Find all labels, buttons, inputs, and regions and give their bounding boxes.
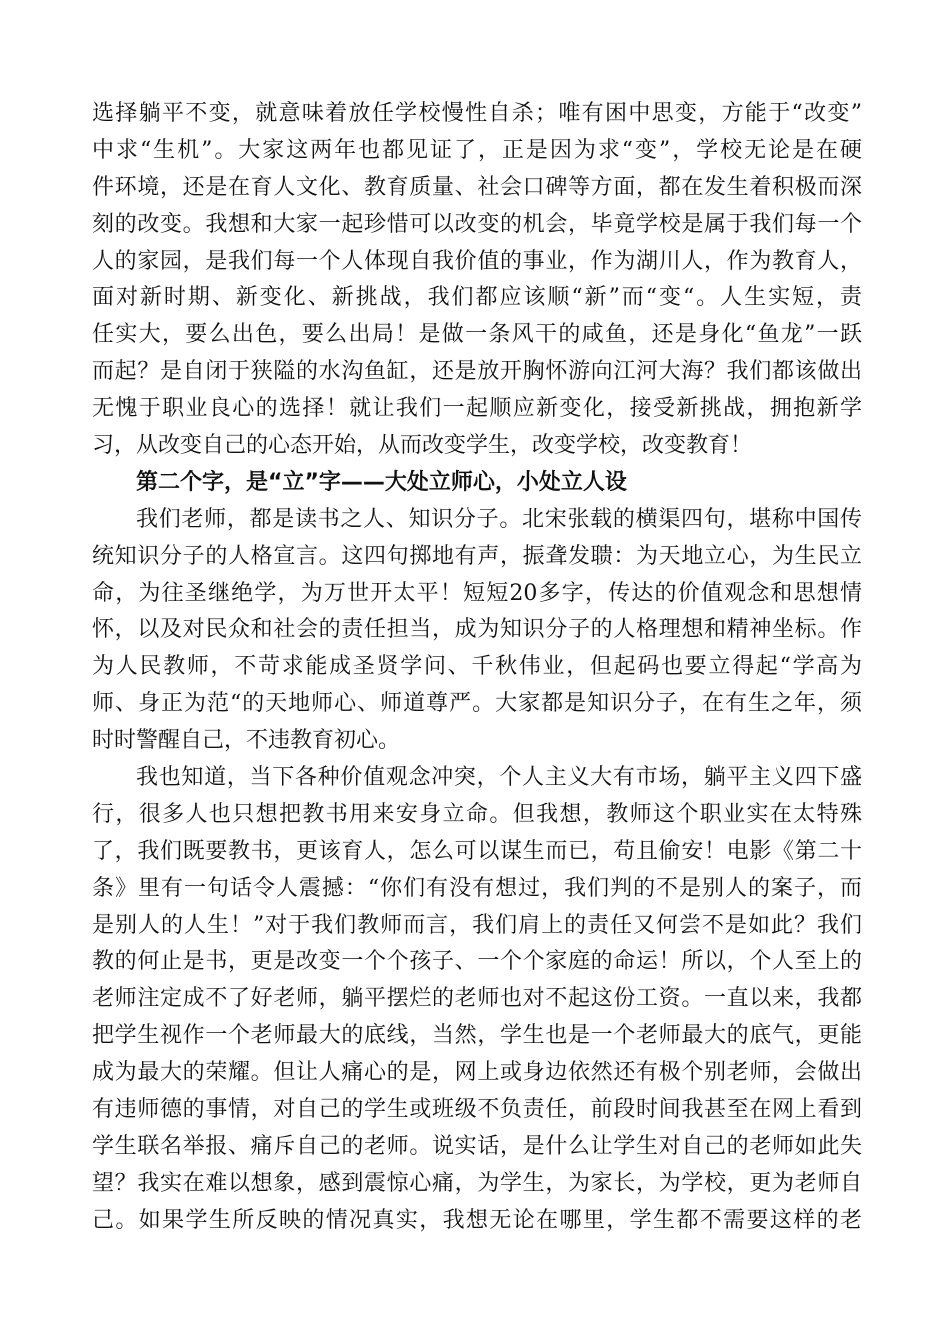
section-heading: 第二个字，是“立”字——大处立师心，小处立人设 bbox=[136, 469, 627, 495]
text-line: 有违师德的事情，对自己的学生或班级不负责任，前段时间我甚至在网上看到 bbox=[92, 1097, 862, 1123]
text-line: 件环境，还是在育人文化、教育质量、社会口碑等方面，都在发生着积极而深 bbox=[92, 174, 862, 200]
text-line: 教的何止是书，更是改变一个个孩子、一个个家庭的命运！所以，个人至上的 bbox=[92, 949, 862, 975]
text-line: 我们老师，都是读书之人、知识分子。北宋张载的横渠四句，堪称中国传 bbox=[136, 506, 862, 532]
text-line: 了，我们既要教书，更该育人，怎么可以谋生而已，苟且偷安！电影《第二十 bbox=[92, 838, 862, 864]
text-line: 无愧于职业良心的选择！就让我们一起顺应新变化，接受新挑战，拥抱新学 bbox=[92, 396, 862, 422]
text-line: 时时警醒自己，不违教育初心。 bbox=[92, 728, 401, 754]
text-line: 怀，以及对民众和社会的责任担当，成为知识分子的人格理想和精神坐标。作 bbox=[92, 617, 862, 643]
text-line: 把学生视作一个老师最大的底线，当然，学生也是一个老师最大的底气，更能 bbox=[92, 1023, 862, 1049]
text-line: 成为最大的荣耀。但让人痛心的是，网上或身边依然还有极个别老师，会做出 bbox=[92, 1060, 862, 1086]
text-line: 命，为往圣继绝学，为万世开太平！短短20多字，传达的价值观念和思想情 bbox=[92, 580, 862, 606]
text-line: 面对新时期、新变化、新挑战，我们都应该顺“新”而“变“。人生实短，责 bbox=[92, 285, 862, 311]
text-line: 选择躺平不变，就意味着放任学校慢性自杀；唯有困中思变，方能于“改变” bbox=[92, 101, 862, 126]
text-line: 望？我实在难以想象，感到震惊心痛，为学生，为家长，为学校，更为老师自 bbox=[92, 1170, 862, 1196]
text-line: 人的家园，是我们每一个人体现自我价值的事业，作为湖川人，作为教育人， bbox=[92, 248, 862, 274]
text-line: 学生联名举报、痛斥自己的老师。说实话，是什么让学生对自己的老师如此失 bbox=[92, 1133, 862, 1159]
text-line: 条》里有一句话令人震撼：“你们有没有想过，我们判的不是别人的案子，而 bbox=[92, 875, 862, 901]
text-line: 刻的改变。我想和大家一起珍惜可以改变的机会，毕竟学校是属于我们每一个 bbox=[92, 211, 862, 237]
text-line: 己。如果学生所反映的情况真实，我想无论在哪里，学生都不需要这样的老 bbox=[92, 1207, 862, 1233]
text-line: 师、身正为范“的天地师心、师道尊严。大家都是知识分子，在有生之年，须 bbox=[92, 691, 862, 717]
text-line: 是别人的人生！”对于我们教师而言，我们肩上的责任又何尝不是如此？我们 bbox=[92, 912, 862, 938]
text-line: 统知识分子的人格宣言。这四句掷地有声，振聋发聩：为天地立心，为生民立 bbox=[92, 543, 862, 569]
text-line: 而起？是自闭于狭隘的水沟鱼缸，还是放开胸怀游向江河大海？我们都该做出 bbox=[92, 359, 862, 385]
text-line: 行，很多人也只想把教书用来安身立命。但我想，教师这个职业实在太特殊 bbox=[92, 801, 862, 827]
text-line: 老师注定成不了好老师，躺平摆烂的老师也对不起这份工资。一直以来，我都 bbox=[92, 986, 862, 1012]
text-line: 为人民教师，不苛求能成圣贤学问、千秋伟业，但起码也要立得起“学高为 bbox=[92, 654, 862, 680]
text-line: 习，从改变自己的心态开始，从而改变学生，改变学校，改变教育！ bbox=[92, 433, 753, 459]
document-body bbox=[92, 96, 862, 1240]
text-line: 我也知道，当下各种价值观念冲突，个人主义大有市场，躺平主义四下盛 bbox=[136, 765, 862, 791]
text-line: 中求“生机”。大家这两年也都见证了，正是因为求“变”，学校无论是在硬 bbox=[92, 137, 862, 163]
text-line: 任实大，要么出色，要么出局！是做一条风干的咸鱼，还是身化“鱼龙”一跃 bbox=[92, 322, 862, 348]
